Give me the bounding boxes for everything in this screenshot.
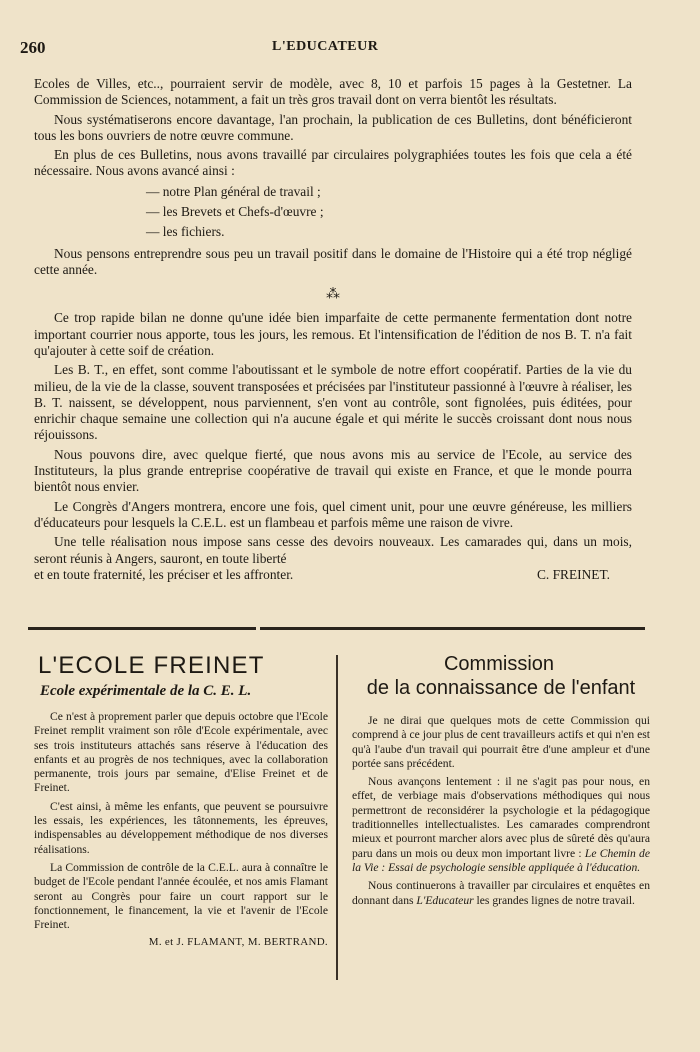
list-item: — les Brevets et Chefs-d'œuvre ;: [146, 203, 324, 219]
running-title: L'EDUCATEUR: [272, 39, 379, 54]
paragraph-text: les grandes lignes de notre travail.: [473, 893, 635, 907]
main-article: [34, 76, 632, 583]
page-header: [20, 38, 640, 58]
paragraph: C'est ainsi, à même les enfants, que peuvent se poursuivre les essais, les expériences, les tâtonnements, les épreuves, indispensables au développement méthodique de nos diverses réalisations.: [34, 799, 328, 856]
divider-rule: [260, 627, 645, 630]
paragraph: Nous pouvons dire, avec quelque fierté, que nous avons mis au service de l'Ecole, au service des Instituteurs, la plus grande entreprise coopérative de travail qui existe en France, et que le monde pourra bientôt nous envier.: [34, 446, 632, 495]
paragraph: Nous systématiserons encore davantage, l'an prochain, la publication de ces Bulletins, dont bénéficieront tous les bons ouvriers de notre œuvre commune.: [34, 111, 632, 143]
paragraph: Nous pensons entreprendre sous peu un travail positif dans le domaine de l'Histoire qui a été trop négligé cette année.: [34, 245, 632, 278]
paragraph: Une telle réalisation nous impose sans cesse des devoirs nouveaux. Les camarades qui, dans un mois, seront réunis à Angers, sauront, en toute liberté: [34, 534, 632, 566]
article-subtitle: Ecole expérimentale de la C. E. L.: [40, 683, 252, 699]
page-number: 260: [20, 38, 46, 57]
article-title: L'ECOLE FREINET: [38, 652, 265, 679]
closing-line: [34, 567, 632, 583]
paragraph-text: Nous avançons lentement : il ne s'agit pas pour nous, en effet, de verbiage mais d'observations méthodiques qui nous permettront de reconsidérer la psychologie et la pédagogique traditionnelles intellectualistes. Les camarades comprendront mieux et pourront marcher alors avec plus de sûreté dès qu'aura paru dans un mois ou deux mon important livre :: [352, 775, 650, 860]
paragraph: Ce trop rapide bilan ne donne qu'une idée bien imparfaite de cette permanente fermentation dont notre important courrier nous apporte, tous les jours, les remous. Et l'intensification de l'édition de nos B. T. n'a fait qu'ajouter à cette soif de création.: [34, 310, 632, 358]
paragraph: [352, 775, 650, 875]
paragraph: Ce n'est à proprement parler que depuis octobre que l'Ecole Freinet remplit vraiment son rôle d'Ecole expérimentale, avec ses trois instituteurs attachés sans réserve à l'éducation des enfants et au progrès de nos techniques, avec la collaboration permanente, trois jours par semaine, d'Elise Freinet et de Freinet.: [34, 710, 328, 795]
divider-rule: [28, 627, 256, 630]
book-title: Le Chemin de la Vie : Essai de psychologie sensible appliquée à l'éducation.: [352, 846, 650, 874]
section-divider: [28, 627, 645, 635]
article-title: Commission: [443, 653, 555, 675]
paragraph: La Commission de contrôle de la C.E.L. aura à connaître le budget de l'Ecole pendant l'année écoulée, et nos amis Flamant seront au Congrès pour faire un court rapport sur le fonctionnement, le financement, la vie et l'avenir de l'Ecole Freinet.: [34, 860, 328, 932]
list-item: — notre Plan général de travail ;: [146, 183, 321, 199]
section-separator: ⁂: [326, 287, 340, 303]
paragraph-text: Nous continuerons à travailler par circulaires et enquêtes en donnant dans: [352, 879, 650, 907]
commission-article: [352, 652, 650, 908]
journal-title: L'Educateur: [416, 893, 474, 907]
ecole-freinet-article: [34, 652, 328, 950]
paragraph: [352, 879, 650, 908]
work-list: [146, 182, 632, 242]
column-divider: [336, 655, 338, 980]
signature: C. FREINET.: [536, 566, 610, 582]
authors: M. et J. FLAMANT, M. BERTRAND.: [148, 936, 328, 949]
list-item: — les fichiers.: [146, 223, 225, 239]
paragraph: Ecoles de Villes, etc.., pourraient servir de modèle, avec 8, 10 et parfois 15 pages à la Gestetner. La Commission de Sciences, notamment, a fait un très gros travail dont on verra bientôt les résultats.: [34, 76, 632, 108]
paragraph-end: et en toute fraternité, les préciser et les affronter.: [34, 566, 294, 582]
paragraph: Les B. T., en effet, sont comme l'aboutissant et le symbole de notre effort coopératif. Parties de la vie du milieu, de la vie de la classe, souvent transposées et précisées par l'instituteur passionné à l'œuvre à réaliser, les B. T. naissent, se développent, nous parviennent, s'en vont au contrôle, sont fignolées, puis éditées, pour enrichir chaque semaine une collection qui n'a aucune égale et qui mérite le succès croissant dont nous nous réjouissons.: [34, 362, 632, 443]
paragraph: Le Congrès d'Angers montrera, encore une fois, quel ciment unit, pour une œuvre généreuse, les milliers d'éducateurs pour lesquels la C.E.L. est un flambeau et parfois même une raison de vivre.: [34, 498, 632, 530]
paragraph: En plus de ces Bulletins, nous avons travaillé par circulaires polygraphiées toutes les fois que cela a été nécessaire. Nous avons avancé ainsi :: [34, 147, 632, 179]
paragraph: Je ne dirai que quelques mots de cette Commission qui comprend à ce jour plus de cent travailleurs actifs et qui n'en est qu'à l'aube d'un travail qui pourrait être d'une ampleur et d'une portée sans précédent.: [352, 714, 650, 770]
article-title-line2: de la connaissance de l'enfant: [366, 677, 636, 699]
